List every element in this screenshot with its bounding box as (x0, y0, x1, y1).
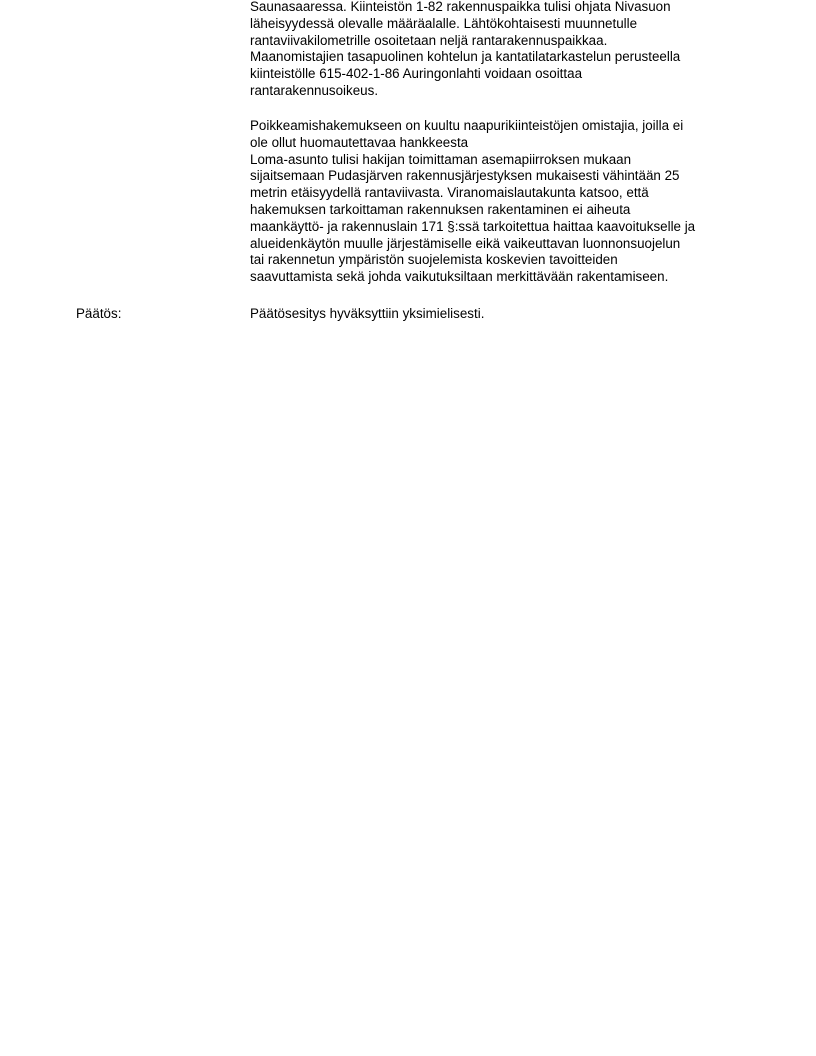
text-line: rantarakennusoikeus. (250, 82, 379, 98)
text-line: Loma-asunto tulisi hakijan toimittaman asemapiirroksen mukaan (250, 151, 632, 167)
text-line: rantaviivakilometrille osoitetaan neljä rantarakennuspaikkaa. (250, 32, 608, 48)
text-line: hakemuksen tarkoittaman rakennuksen rakentaminen ei aiheuta (250, 201, 631, 217)
text-line: tai rakennetun ympäristön suojelemista koskevien tavoitteiden (250, 252, 618, 268)
text-line: Saunasaaressa. Kiinteistön 1-82 rakennuspaikka tulisi ohjata Nivasuon (250, 0, 671, 14)
decision-text: Päätösesitys hyväksyttiin yksimielisesti. (250, 306, 485, 321)
body-paragraph-2 (250, 118, 750, 286)
body-paragraph-1 (250, 0, 750, 100)
text-line: läheisyydessä olevalle määräalalle. Lähtökohtaisesti muunnetulle (250, 15, 638, 31)
text-line: alueidenkäytön muulle järjestämiselle eikä vaikeuttavan luonnonsuojelun (250, 235, 681, 251)
text-line: saavuttamista sekä johda vaikutuksiltaan merkittävään rakentamiseen. (250, 269, 669, 285)
text-line: sijaitsemaan Pudasjärven rakennusjärjestyksen mukaisesti vähintään 25 (250, 168, 680, 184)
text-line: Maanomistajien tasapuolinen kohtelun ja kantatilatarkastelun perusteella (250, 49, 681, 65)
text-line: Poikkeamishakemukseen on kuultu naapurikiinteistöjen omistajia, joilla ei (250, 118, 684, 133)
text-line: metrin etäisyydellä rantaviivasta. Viranomaislautakunta katsoo, että (250, 185, 649, 201)
decision-label: Päätös: (76, 306, 122, 321)
text-line: maankäyttö- ja rakennuslain 171 §:ssä tarkoitettua haittaa kaavoitukselle ja (250, 218, 696, 234)
text-line: kiinteistölle 615-402-1-86 Auringonlahti voidaan osoittaa (250, 66, 583, 82)
text-line: ole ollut huomautettavaa hankkeesta (250, 134, 469, 150)
